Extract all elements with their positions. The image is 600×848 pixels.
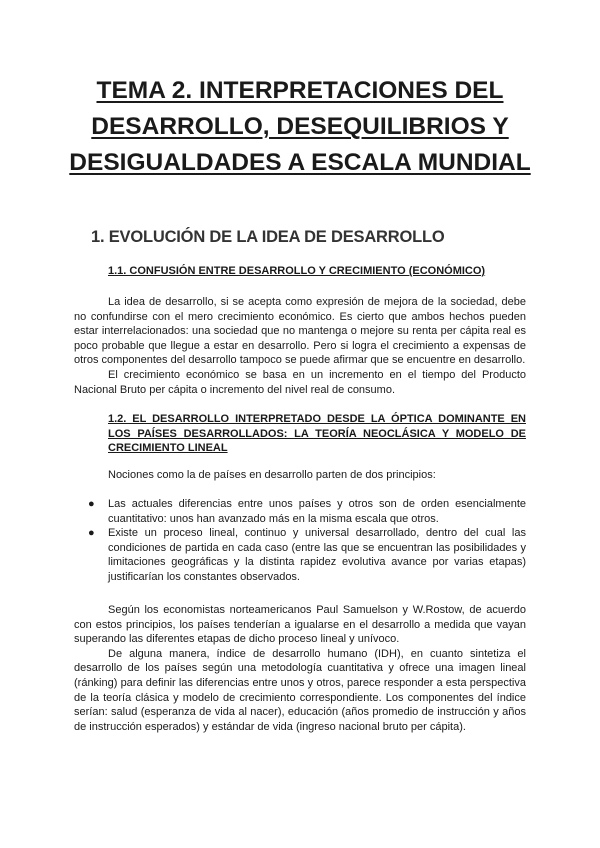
list-item: ● Existe un proceso lineal, continuo y universal desarrollado, dentro del cual las condiciones de partida en cada caso (entre las que se encuentran las posibilidades y limitaciones geográficas y la distinta rapidez evolutiva avance por varias etapas) justificarían los constantes observados. <box>88 527 526 583</box>
paragraph: Según los economistas norteamericanos Paul Samuelson y W.Rostow, de acuerdo con estos principios, los países tenderían a igualarse en el desarrollo a medida que vayan superando las diferentes etapas de dicho proceso lineal y unívoco. <box>74 604 526 646</box>
list-item: ● Las actuales diferencias entre unos países y otros son de orden esencialmente cuantitativo: unos han avanzado más en la misma escala que otros. <box>88 498 526 525</box>
paragraph: El crecimiento económico se basa en un incremento en el tiempo del Producto Nacional Bruto per cápita o incremento del nivel real de consumo. <box>74 368 526 396</box>
document-title: TEMA 2. INTERPRETACIONES DEL DESARROLLO, DESEQUILIBRIOS Y DESIGUALDADES A ESCALA MUNDIAL <box>69 77 531 176</box>
paragraph: De alguna manera, índice de desarrollo humano (IDH), en cuanto sintetiza el desarrollo de los países según una metodología cuantitativa y ofrece una imagen lineal (ránking) para definir las diferencias entre unos y otros, parece responder a esta perspectiva de la teoría clásica y modelo de crecimiento correspondiente. Los componentes del índice serían: salud (esperanza de vida al nacer), educación (años promedio de instrucción y años de instrucción esperados) y estándar de vida (ingreso nacional bruto per cápita). <box>74 647 526 733</box>
bullet-icon: ● <box>88 527 95 540</box>
bullet-icon: ● <box>88 498 95 510</box>
paragraph: Nociones como la de países en desarrollo parten de dos principios: <box>108 469 436 481</box>
subsection-heading-1-2: 1.2. EL DESARROLLO INTERPRETADO DESDE LA ÓPTICA DOMINANTE EN LOS PAÍSES DESARROLLADOS: LA TEORÍA NEOCLÁSICA Y MODELO DE CRECIMIENTO LINEAL <box>108 413 526 454</box>
subsection-heading-1-1: 1.1. CONFUSIÓN ENTRE DESARROLLO Y CRECIMIENTO (ECONÓMICO) <box>108 265 486 277</box>
subsection-1-2-body <box>74 603 526 734</box>
subsection-1-1-body <box>74 295 526 397</box>
section-heading: 1. EVOLUCIÓN DE LA IDEA DE DESARROLLO <box>91 228 445 246</box>
subsection-1-2-intro <box>74 468 526 483</box>
principles-list <box>74 497 526 585</box>
paragraph: La idea de desarrollo, si se acepta como expresión de mejora de la sociedad, debe no confundirse con el mero crecimiento económico. Es cierto que ambos hechos pueden estar interrelacionados: una sociedad que no mantenga o mejore su renta per cápita real es poco probable que llegue a estar en desarrollo. Pero si logra el crecimiento a expensas de otros componentes del desarrollo tampoco se puede afirmar que se encuentre en desarrollo. <box>74 296 526 367</box>
